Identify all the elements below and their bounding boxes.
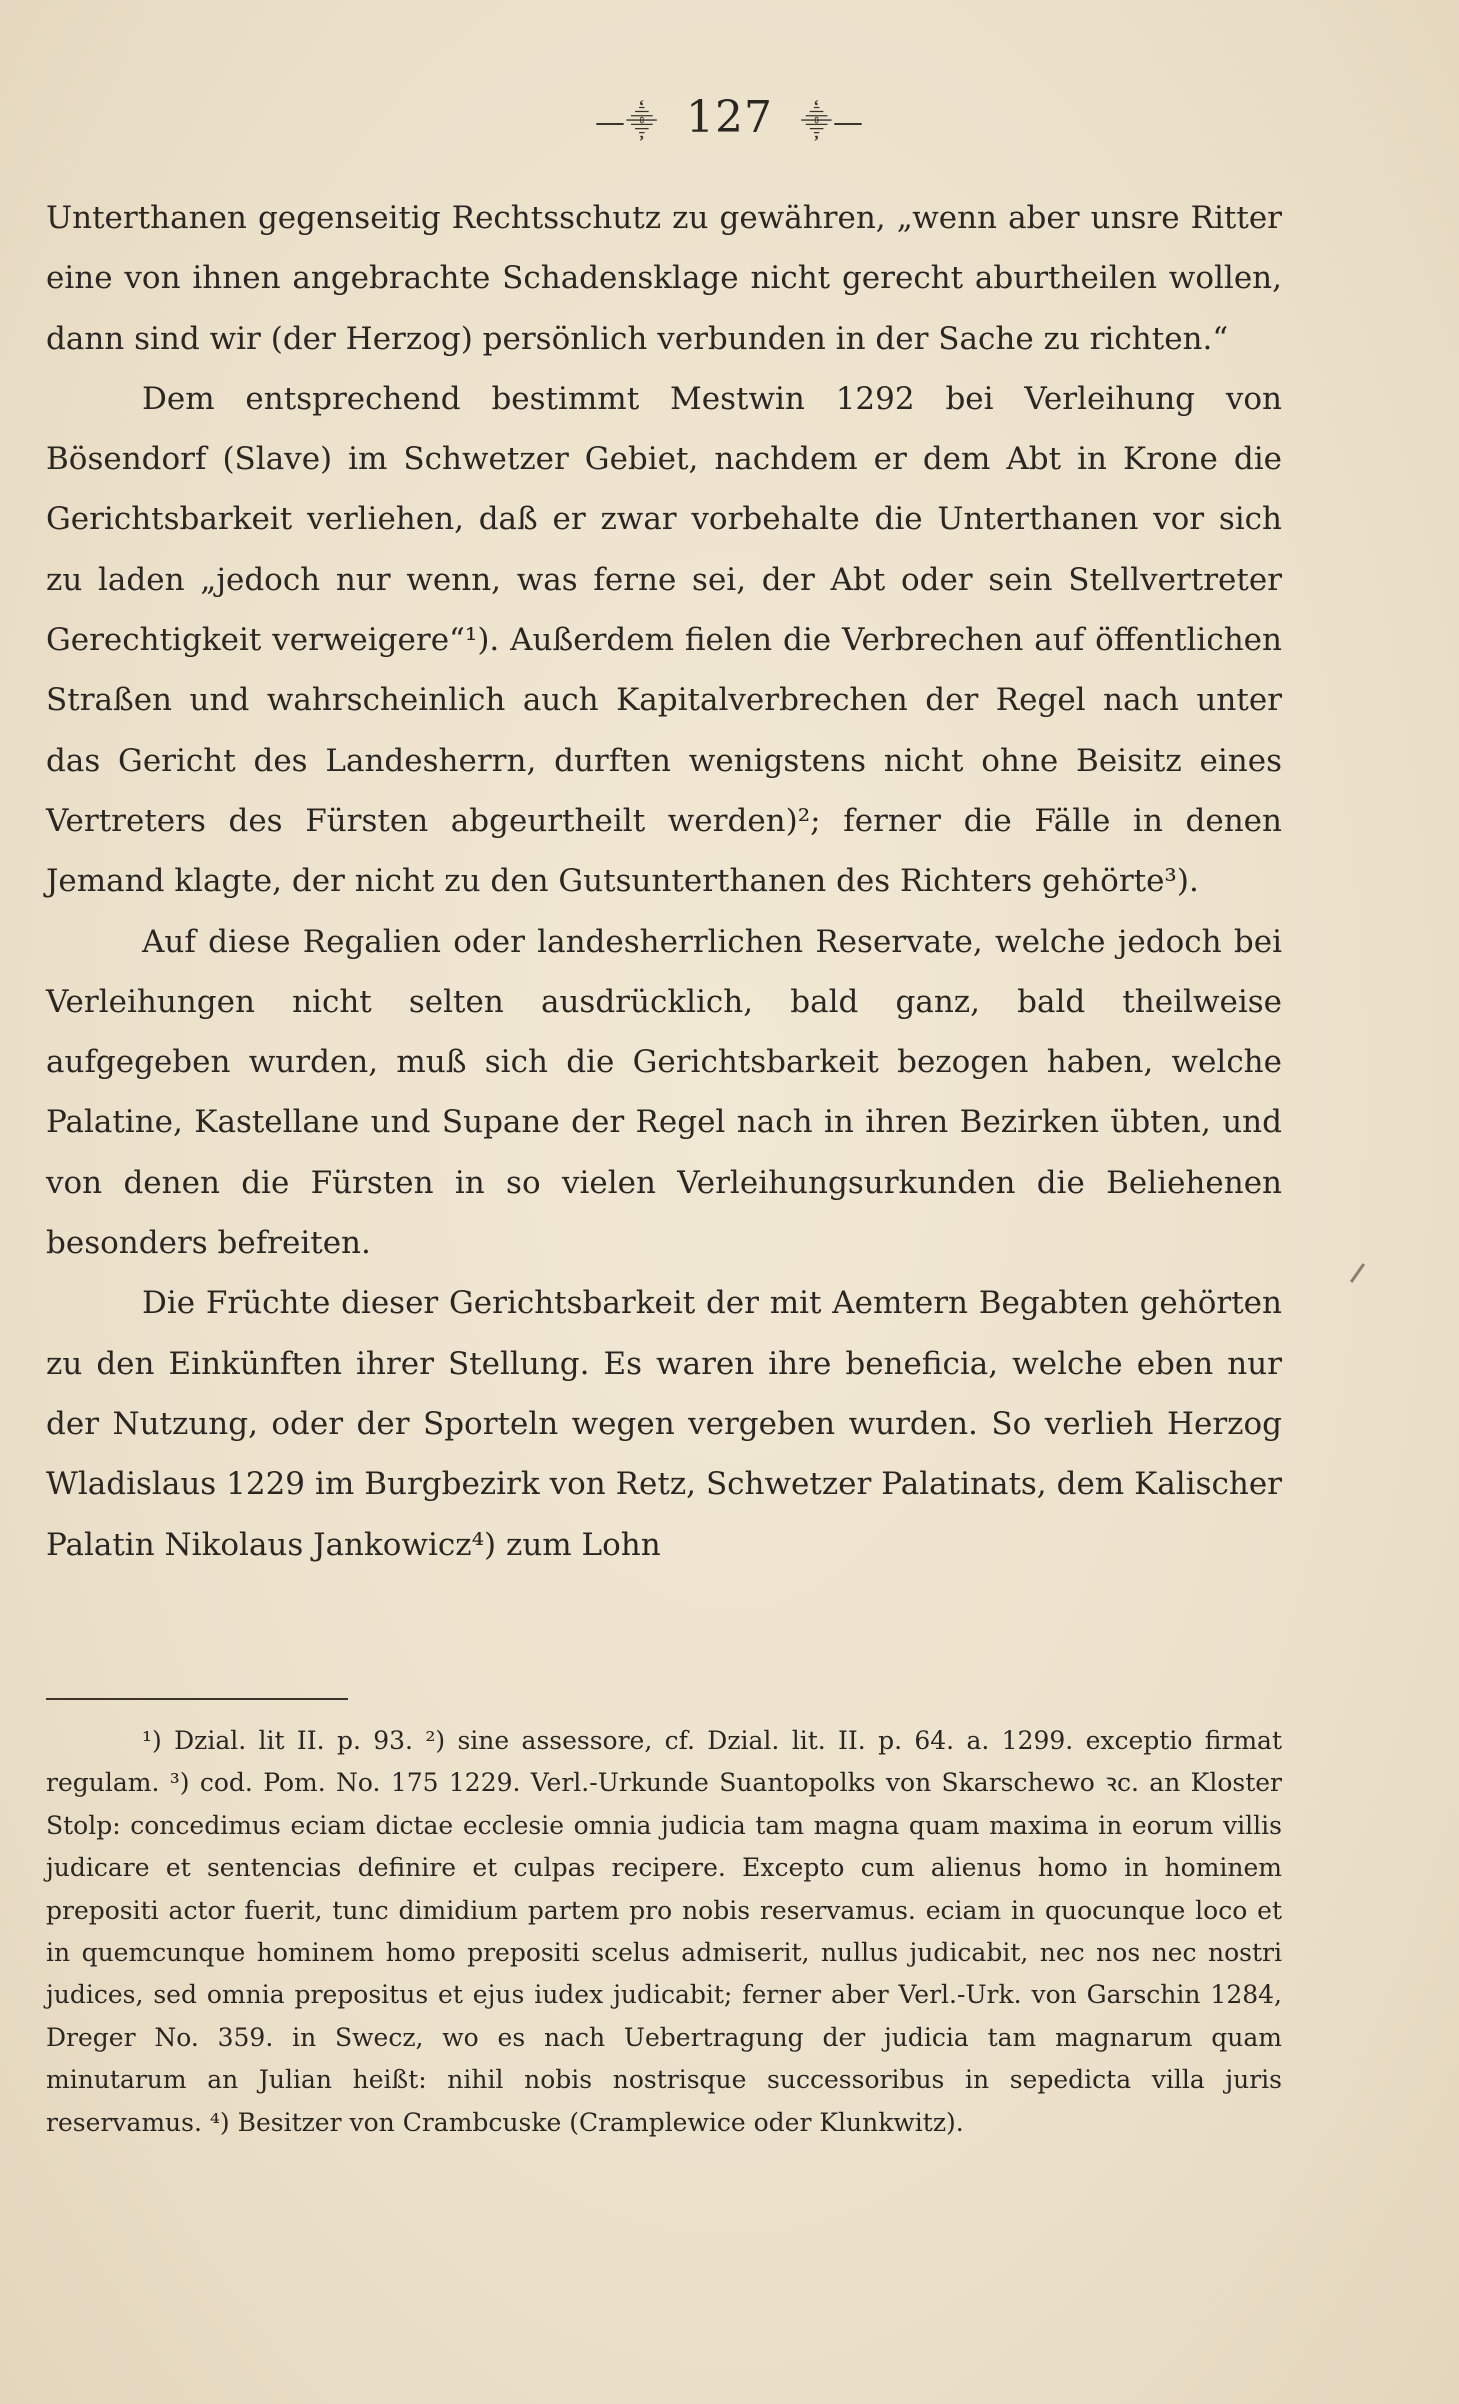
left-ornament: —⸎ — [595, 105, 659, 140]
paragraph: Dem entsprechend bestimmt Mestwin 1292 bei Verleihung von Bösendorf (Slave) im Schwetzer Gebiet, nachdem er dem Abt in Krone die Gerichtsbarkeit verliehen, daß er zwar vorbehalte die Unterthanen vor sich zu laden „jedoch nur wenn, was ferne sei, der Abt oder sein Stellvertreter Gerechtigkeit verweigere“¹). Außerdem fielen die Verbrechen auf öffentlichen Straßen und wahrscheinlich auch Kapitalverbrechen der Regel nach unter das Gericht des Landesherrn, durften wenigstens nicht ohne Beisitz eines Vertreters des Fürsten abgeurtheilt werden)²; ferner die Fälle in denen Jemand klagte, der nicht zu den Gutsunterthanen des Richters gehörte³). — [46, 380, 1282, 900]
pencil-mark — [1350, 1263, 1365, 1283]
paragraph: Auf diese Regalien oder landesherrlichen Reservate, welche jedoch bei Verleihungen nicht selten ausdrücklich, bald ganz, bald theilweise aufgegeben wurden, muß sich die Gerichtsbarkeit bezogen haben, welche Palatine, Kastellane und Supane der Regel nach in ihren Bezirken übten, und von denen die Fürsten in so vielen Verleihungsurkunden die Beliehenen besonders befreiten. — [46, 923, 1282, 1262]
paragraph: Die Früchte dieser Gerichtsbarkeit der mit Aemtern Begabten gehörten zu den Einkünften ihrer Stellung. Es waren ihre beneficia, welche eben nur der Nutzung, oder der Sporteln wegen vergeben wurden. So verlieh Herzog Wladislaus 1229 im Burgbezirk von Retz, Schwetzer Palatinats, dem Kalischer Palatin Nikolaus Jankowicz⁴) zum Lohn — [46, 1285, 1282, 1563]
page-number: 127 — [686, 92, 773, 143]
right-ornament: ⸎— — [800, 105, 864, 140]
footnote-separator — [46, 1698, 348, 1700]
footnote-block: ¹) Dzial. lit II. p. 93. ²) sine assessore, cf. Dzial. lit. II. p. 64. a. 1299. exceptio firmat regulam. ³) cod. Pom. No. 175 1229. Verl.-Urkunde Suantopolks von Skarschewo ꝛc. an Kloster Stolp: concedimus eciam dictae ecclesie omnia judicia tam magna quam maxima in eorum villis judicare et sentencias definire et culpas recipere. Excepto cum alienus homo in hominem prepositi actor fuerit, tunc dimidium partem pro nobis reservamus. eciam in quocunque loco et in quemcunque hominem homo prepositi scelus admiserit, nullus judicabit, nec nos nec nostri judices, sed omnia prepositus et ejus iudex judicabit; ferner aber Verl.-Urk. von Garschin 1284, Dreger No. 359. in Swecz, wo es nach Uebertragung der judicia tam magnarum quam minutarum an Julian heißt: nihil nobis nostrisque successoribus in sepedicta villa juris reservamus. ⁴) Besitzer von Crambcuske (Cramplewice oder Klunkwitz). — [46, 1726, 1282, 2137]
page-header — [0, 92, 1459, 143]
paragraph: Unterthanen gegenseitig Rechtsschutz zu gewähren, „wenn aber unsre Ritter eine von ihnen angebrachte Schadensklage nicht gerecht aburtheilen wollen, dann sind wir (der Herzog) persönlich verbunden in der Sache zu richten.“ — [46, 200, 1282, 357]
footnotes — [46, 1720, 1282, 2144]
main-text — [46, 188, 1282, 1575]
